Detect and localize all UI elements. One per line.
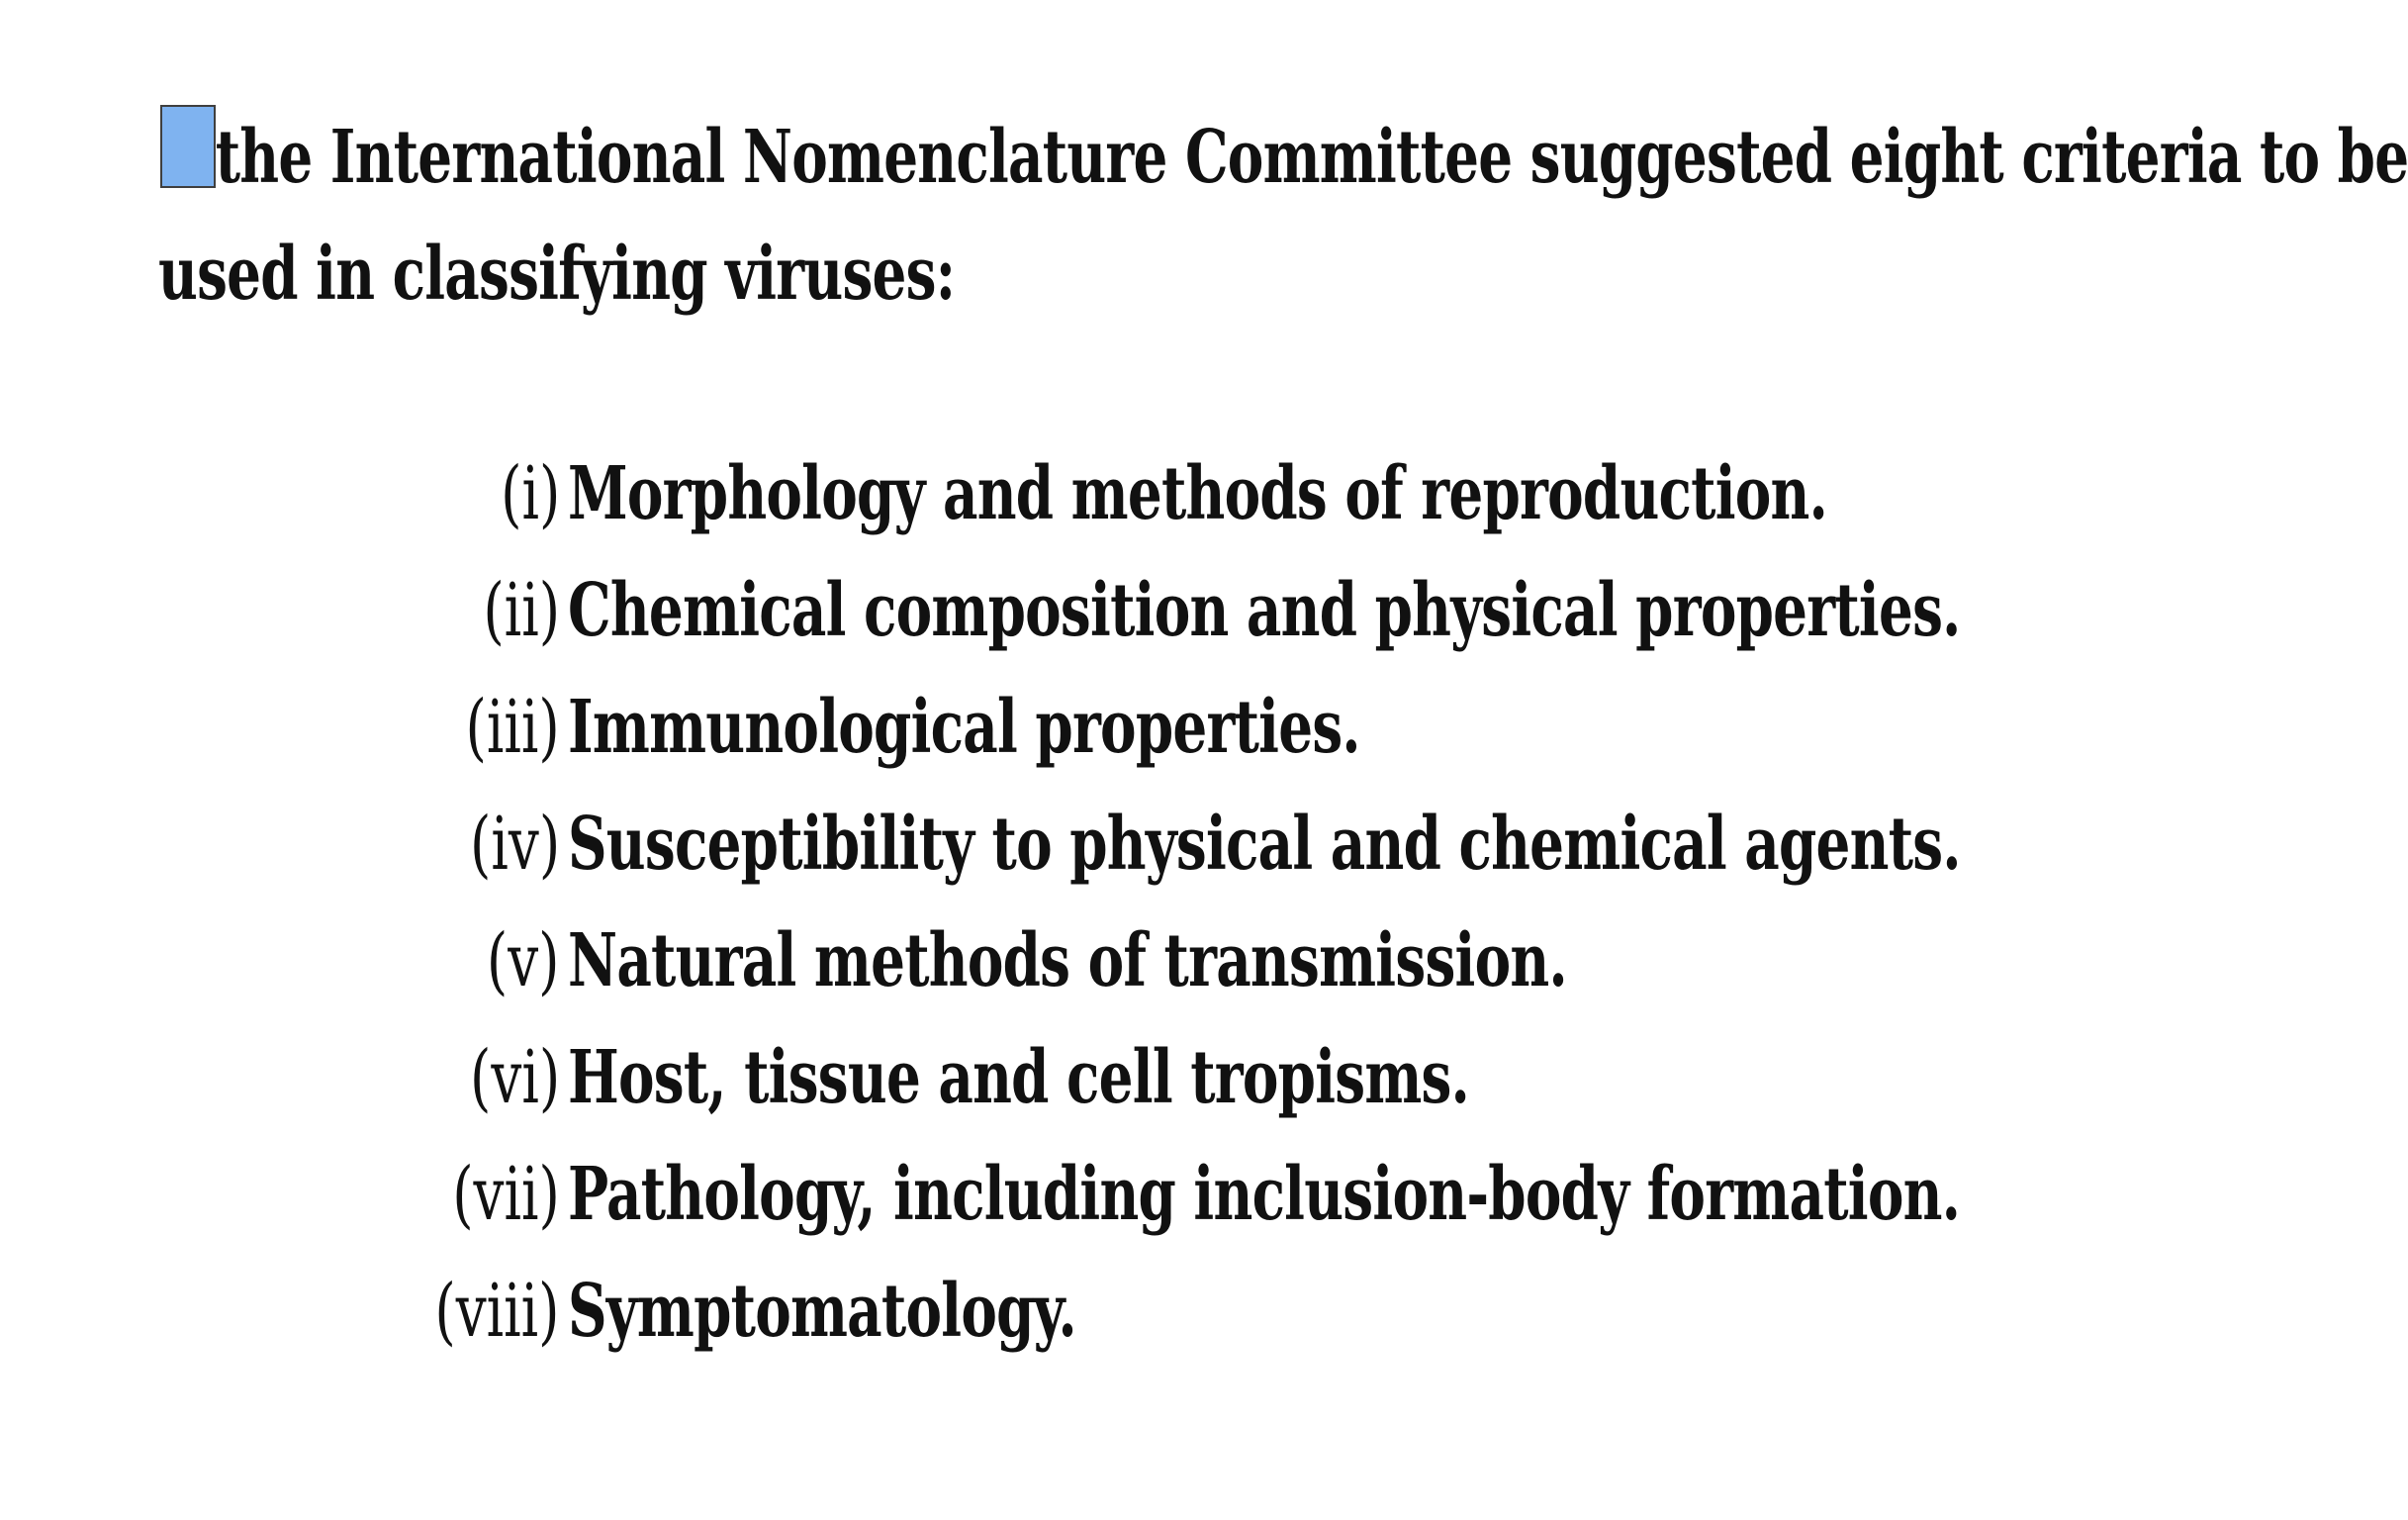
criterion-text: Host, tissue and cell tropisms.	[568, 1035, 1469, 1120]
intro-paragraph	[158, 99, 2408, 332]
criterion-number: (ii)	[483, 568, 560, 653]
criterion-item	[0, 1019, 2026, 1136]
criterion-text: Pathology, including inclusion-body formation.	[568, 1152, 1961, 1237]
criterion-text: Morphology and methods of reproduction.	[568, 451, 1827, 536]
criterion-item	[0, 902, 2026, 1019]
criterion-text: Symptomatology.	[568, 1269, 1076, 1354]
criterion-number: (viii)	[434, 1269, 560, 1354]
intro-line-1: the International Nomenclature Committee suggested eight criteria to be	[215, 115, 2408, 200]
criterion-number: (v)	[487, 918, 560, 1003]
intro-line-2: used in classifying viruses:	[158, 232, 956, 317]
criterion-number: (vi)	[469, 1035, 560, 1120]
criterion-item	[0, 552, 2026, 669]
criterion-item	[0, 786, 2026, 902]
criteria-list	[0, 435, 2026, 1370]
criterion-item	[0, 435, 2026, 552]
criterion-text: Susceptibility to physical and chemical agents.	[568, 802, 1961, 887]
criterion-text: Chemical composition and physical properties.	[568, 568, 1961, 653]
criterion-number: (i)	[500, 451, 560, 536]
criterion-item	[0, 1136, 2026, 1253]
criterion-text: Immunological properties.	[568, 685, 1360, 770]
criterion-text: Natural methods of transmission.	[568, 918, 1567, 1003]
criterion-item	[0, 669, 2026, 786]
criterion-number: (iii)	[465, 685, 560, 770]
criterion-number: (vii)	[452, 1152, 560, 1237]
criterion-item	[0, 1253, 2026, 1370]
criterion-number: (iv)	[469, 802, 560, 887]
